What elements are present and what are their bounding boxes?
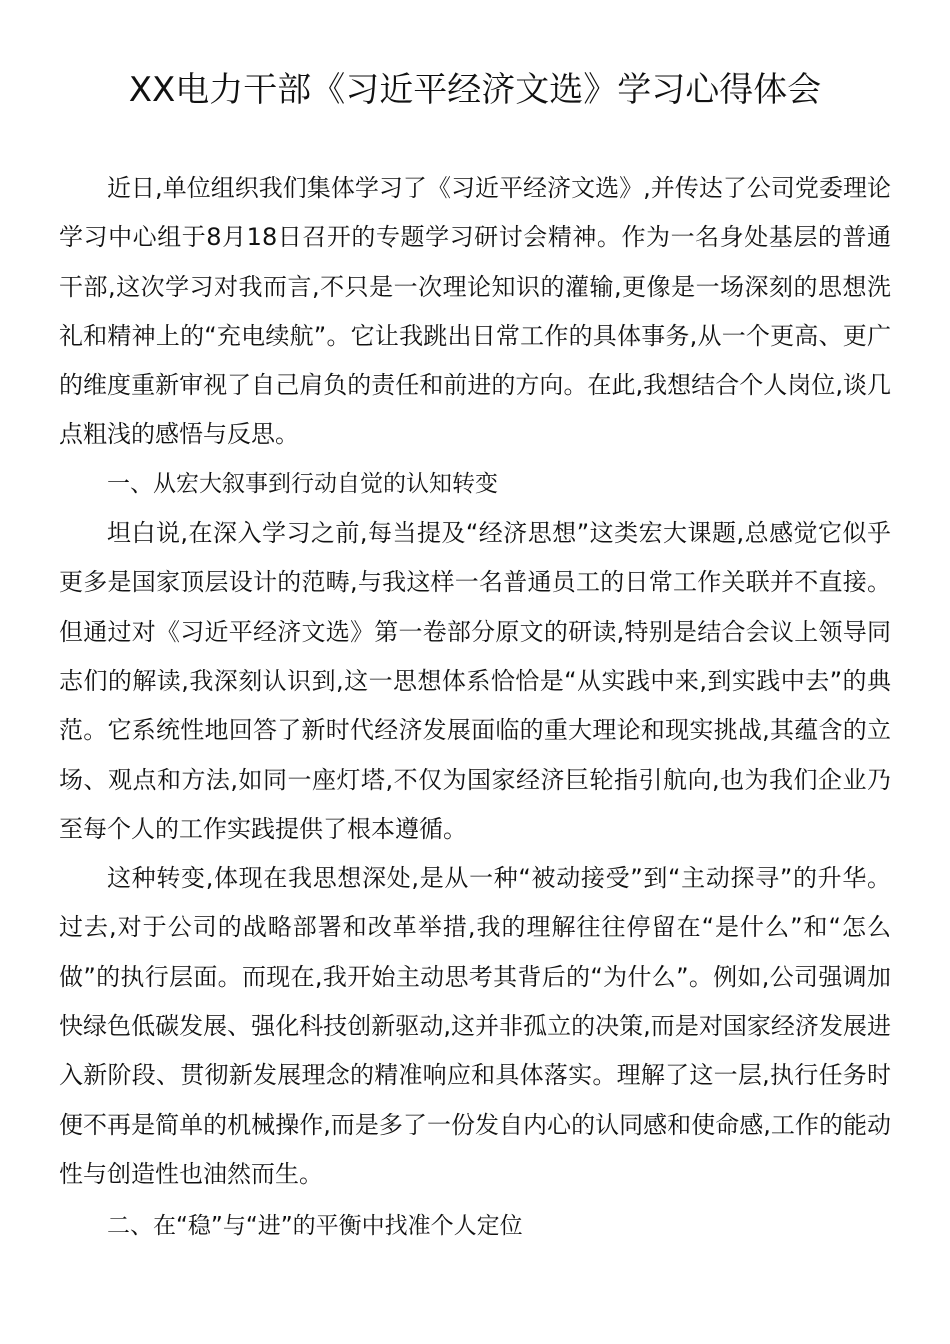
paragraph-section1-a: 坦白说,在深入学习之前,每当提及“经济思想”这类宏大课题,总感觉它似乎更多是国家顶层设计的范畴,与我这样一名普通员工的日常工作关联并不直接。但通过对《习近平经济文选》第一卷部分原文的研读,特别是结合会议上领导同志们的解读,我深刻认识到,这一思想体系恰恰是“从实践中来,到实践中去”的典范。它系统性地回答了新时代经济发展面临的重大理论和现实挑战,其蕴含的立场、观点和方法,如同一座灯塔,不仅为国家经济巨轮指引航向,也为我们企业乃至每个人的工作实践提供了根本遵循。 [59,519,891,843]
document-title: XX电力干部《习近平经济文选》学习心得体会 [128,70,822,110]
section-heading-1: 一、从宏大叙事到行动自觉的认知转变 [107,470,498,497]
section-heading-2: 二、在“稳”与“进”的平衡中找准个人定位 [107,1213,523,1240]
document-body [59,164,891,1252]
paragraph-intro: 近日,单位组织我们集体学习了《习近平经济文选》,并传达了公司党委理论学习中心组于8月18日召开的专题学习研讨会精神。作为一名身处基层的普通干部,这次学习对我而言,不只是一次理论知识的灌输,更像是一场深刻的思想洗礼和精神上的“充电续航”。它让我跳出日常工作的具体事务,从一个更高、更广的维度重新审视了自己肩负的责任和前进的方向。在此,我想结合个人岗位,谈几点粗浅的感悟与反思。 [59,174,891,449]
paragraph-section1-b: 这种转变,体现在我思想深处,是从一种“被动接受”到“主动探寻”的升华。过去,对于公司的战略部署和改革举措,我的理解往往停留在“是什么”和“怎么做”的执行层面。而现在,我开始主动思考其背后的“为什么”。例如,公司强调加快绿色低碳发展、强化科技创新驱动,这并非孤立的决策,而是对国家经济发展进入新阶段、贯彻新发展理念的精准响应和具体落实。理解了这一层,执行任务时便不再是简单的机械操作,而是多了一份发自内心的认同感和使命感,工作的能动性与创造性也油然而生。 [59,864,891,1188]
